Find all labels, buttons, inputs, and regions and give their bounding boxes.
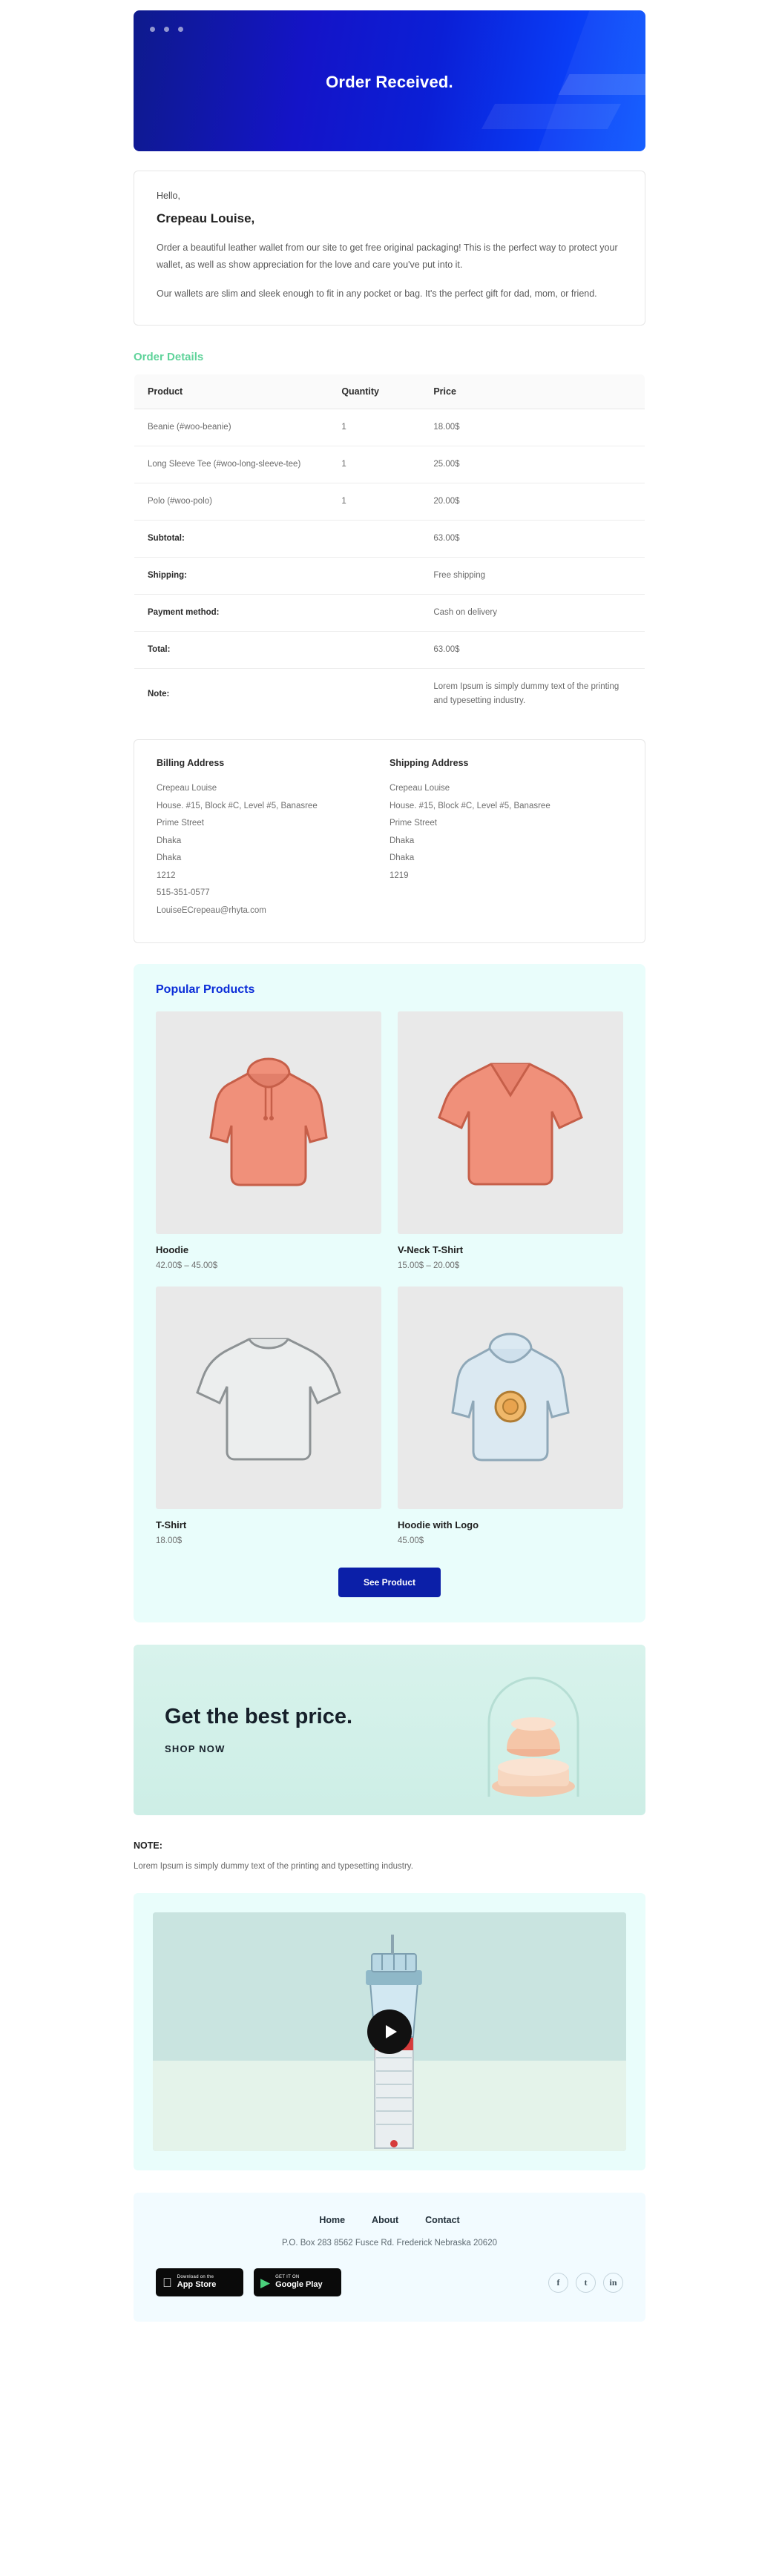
header-banner — [134, 10, 645, 151]
order-details-table — [134, 374, 645, 720]
video-thumbnail[interactable] — [153, 1912, 626, 2151]
billing-line: 1212 — [157, 871, 176, 880]
linkedin-icon[interactable]: in — [603, 2273, 623, 2293]
app-store-badge[interactable] — [156, 2268, 243, 2296]
google-play-badge[interactable] — [254, 2268, 341, 2296]
product-image-hoodie-with-logo[interactable] — [398, 1287, 623, 1509]
greeting-text: Hello, — [157, 191, 180, 201]
billing-line: Dhaka — [157, 836, 182, 845]
intro-paragraph-2: Our wallets are slim and sleek enough to fit in any pocket or bag. It's the perfect gift for dad, mom, or friend. — [157, 288, 597, 300]
summary-label: Payment method: — [134, 595, 421, 632]
banner-title: Order Received. — [326, 73, 453, 91]
summary-value: Free shipping — [420, 558, 645, 595]
play-triangle-icon — [386, 2025, 397, 2038]
billing-phone: 515-351-0577 — [157, 888, 210, 898]
shop-now-label: SHOP NOW — [165, 1743, 226, 1755]
cell-product: Polo (#woo-polo) — [134, 483, 329, 521]
product-card-tshirt[interactable] — [156, 1287, 381, 1545]
table-row — [134, 483, 645, 521]
product-name: V-Neck T-Shirt — [398, 1244, 464, 1255]
billing-line: Dhaka — [157, 853, 182, 863]
footer-badges-row — [156, 2268, 623, 2296]
shipping-line: Crepeau Louise — [390, 784, 450, 793]
billing-line: Crepeau Louise — [157, 784, 217, 793]
customer-name: Crepeau Louise, — [157, 211, 255, 225]
bottom-spacer — [134, 2322, 645, 2341]
summary-row-shipping — [134, 558, 645, 595]
summary-row-payment-method — [134, 595, 645, 632]
addresses-panel — [134, 739, 645, 943]
promo-banner[interactable] — [134, 1645, 645, 1815]
summary-label: Note: — [148, 689, 170, 699]
product-grid — [156, 1011, 623, 1545]
shipping-line: Dhaka — [390, 853, 415, 863]
tshirt-grey-icon — [194, 1327, 343, 1468]
summary-value: 63.00$ — [420, 632, 645, 669]
column-header-price: Price — [420, 374, 645, 409]
hoodie-blue-icon — [444, 1324, 577, 1472]
tshirt-orange-icon — [436, 1052, 585, 1193]
summary-value: Lorem Ipsum is simply dummy text of the printing and typesetting industry. — [433, 682, 619, 706]
summary-value: Cash on delivery — [420, 595, 645, 632]
table-header-row — [134, 374, 645, 409]
google-play-small: GET IT ON — [275, 2275, 300, 2280]
order-details-title: Order Details — [134, 351, 204, 364]
apple-icon — [162, 2276, 172, 2289]
cosmetic-jar-icon — [459, 1656, 608, 1804]
table-row — [134, 446, 645, 483]
cell-price: 20.00$ — [420, 483, 645, 521]
cell-product: Beanie (#woo-beanie) — [134, 409, 329, 446]
shipping-address-block — [390, 758, 622, 920]
cell-quantity: 1 — [328, 409, 420, 446]
note-text: Lorem Ipsum is simply dummy text of the printing and typesetting industry. — [134, 1861, 413, 1871]
store-badges — [156, 2268, 341, 2296]
footer-nav — [156, 2215, 623, 2225]
product-price: 45.00$ — [398, 1536, 424, 1545]
email-container — [134, 10, 645, 2341]
see-product-button[interactable]: See Product — [338, 1568, 441, 1597]
product-image-hoodie[interactable] — [156, 1011, 381, 1234]
product-card-hoodie[interactable] — [156, 1011, 381, 1270]
popular-products-title: Popular Products — [156, 982, 255, 996]
product-name: Hoodie — [156, 1244, 189, 1255]
google-play-text — [275, 2275, 323, 2290]
product-name: T-Shirt — [156, 1519, 187, 1530]
shop-now-button[interactable] — [165, 1743, 226, 1754]
summary-label: Subtotal: — [134, 521, 421, 558]
cell-price: 25.00$ — [420, 446, 645, 483]
cell-product: Long Sleeve Tee (#woo-long-sleeve-tee) — [134, 446, 329, 483]
video-section — [134, 1893, 645, 2170]
product-price: 18.00$ — [156, 1536, 183, 1545]
footer — [134, 2193, 645, 2322]
cell-quantity: 1 — [328, 446, 420, 483]
summary-value: 63.00$ — [420, 521, 645, 558]
footer-link-home[interactable]: Home — [319, 2215, 346, 2226]
summary-row-total — [134, 632, 645, 669]
shipping-address-title: Shipping Address — [390, 758, 469, 769]
social-links — [548, 2273, 623, 2293]
shipping-line: 1219 — [390, 871, 409, 880]
footer-link-about[interactable]: About — [372, 2215, 399, 2226]
cell-quantity: 1 — [328, 483, 420, 521]
app-store-small: Download on the — [168, 2275, 205, 2280]
play-button[interactable] — [367, 2009, 412, 2054]
hoodie-orange-icon — [202, 1048, 335, 1197]
note-title: NOTE: — [134, 1840, 162, 1851]
app-store-text — [168, 2275, 217, 2290]
billing-line: Prime Street — [157, 819, 204, 828]
popular-products-section — [134, 964, 645, 1622]
billing-address-block — [157, 758, 390, 920]
billing-line: House. #15, Block #C, Level #5, Banasree — [157, 801, 318, 810]
cell-price: 18.00$ — [420, 409, 645, 446]
summary-label: Total: — [134, 632, 421, 669]
table-row — [134, 409, 645, 446]
app-store-big: App Store — [168, 2280, 207, 2290]
product-name: Hoodie with Logo — [398, 1519, 479, 1530]
footer-link-contact[interactable]: Contact — [425, 2215, 460, 2226]
google-play-icon: ▶ — [260, 2275, 271, 2290]
product-price: 15.00$ – 20.00$ — [398, 1261, 460, 1270]
note-block — [134, 1840, 645, 1875]
column-header-product: Product — [134, 374, 329, 409]
summary-row-subtotal — [134, 521, 645, 558]
billing-address-title: Billing Address — [157, 758, 225, 769]
promo-illustration — [456, 1645, 611, 1815]
product-image-vneck-tshirt[interactable] — [398, 1011, 623, 1234]
summary-row-note — [134, 669, 645, 720]
product-price: 42.00$ – 45.00$ — [156, 1261, 218, 1270]
footer-address: P.O. Box 283 8562 Fusce Rd. Frederick Nebraska 20620 — [281, 2239, 497, 2248]
google-play-big: Google Play — [275, 2280, 323, 2290]
billing-email: LouiseECrepeau@rhyta.com — [157, 906, 266, 916]
twitter-icon[interactable]: t — [576, 2273, 596, 2293]
shipping-line: Dhaka — [390, 836, 415, 845]
see-product-wrapper — [156, 1568, 623, 1597]
summary-label: Shipping: — [134, 558, 421, 595]
shipping-line: House. #15, Block #C, Level #5, Banasree — [390, 801, 550, 810]
product-card-hoodie-with-logo[interactable] — [398, 1287, 623, 1545]
product-image-tshirt[interactable] — [156, 1287, 381, 1509]
shipping-line: Prime Street — [390, 819, 437, 828]
intro-panel — [134, 171, 645, 326]
column-header-quantity: Quantity — [328, 374, 420, 409]
banner-dots-icon — [150, 27, 183, 32]
intro-paragraph-1: Order a beautiful leather wallet from our site to get free original packaging! This is the perfect way to protect your wallet, as well as show appreciation for the love and care you've put into it. — [157, 242, 618, 271]
facebook-icon[interactable]: f — [548, 2273, 568, 2293]
promo-heading: Get the best price. — [165, 1704, 353, 1728]
promo-text-block — [134, 1703, 415, 1756]
banner-shape-2 — [481, 104, 621, 129]
product-card-vneck-tshirt[interactable] — [398, 1011, 623, 1270]
